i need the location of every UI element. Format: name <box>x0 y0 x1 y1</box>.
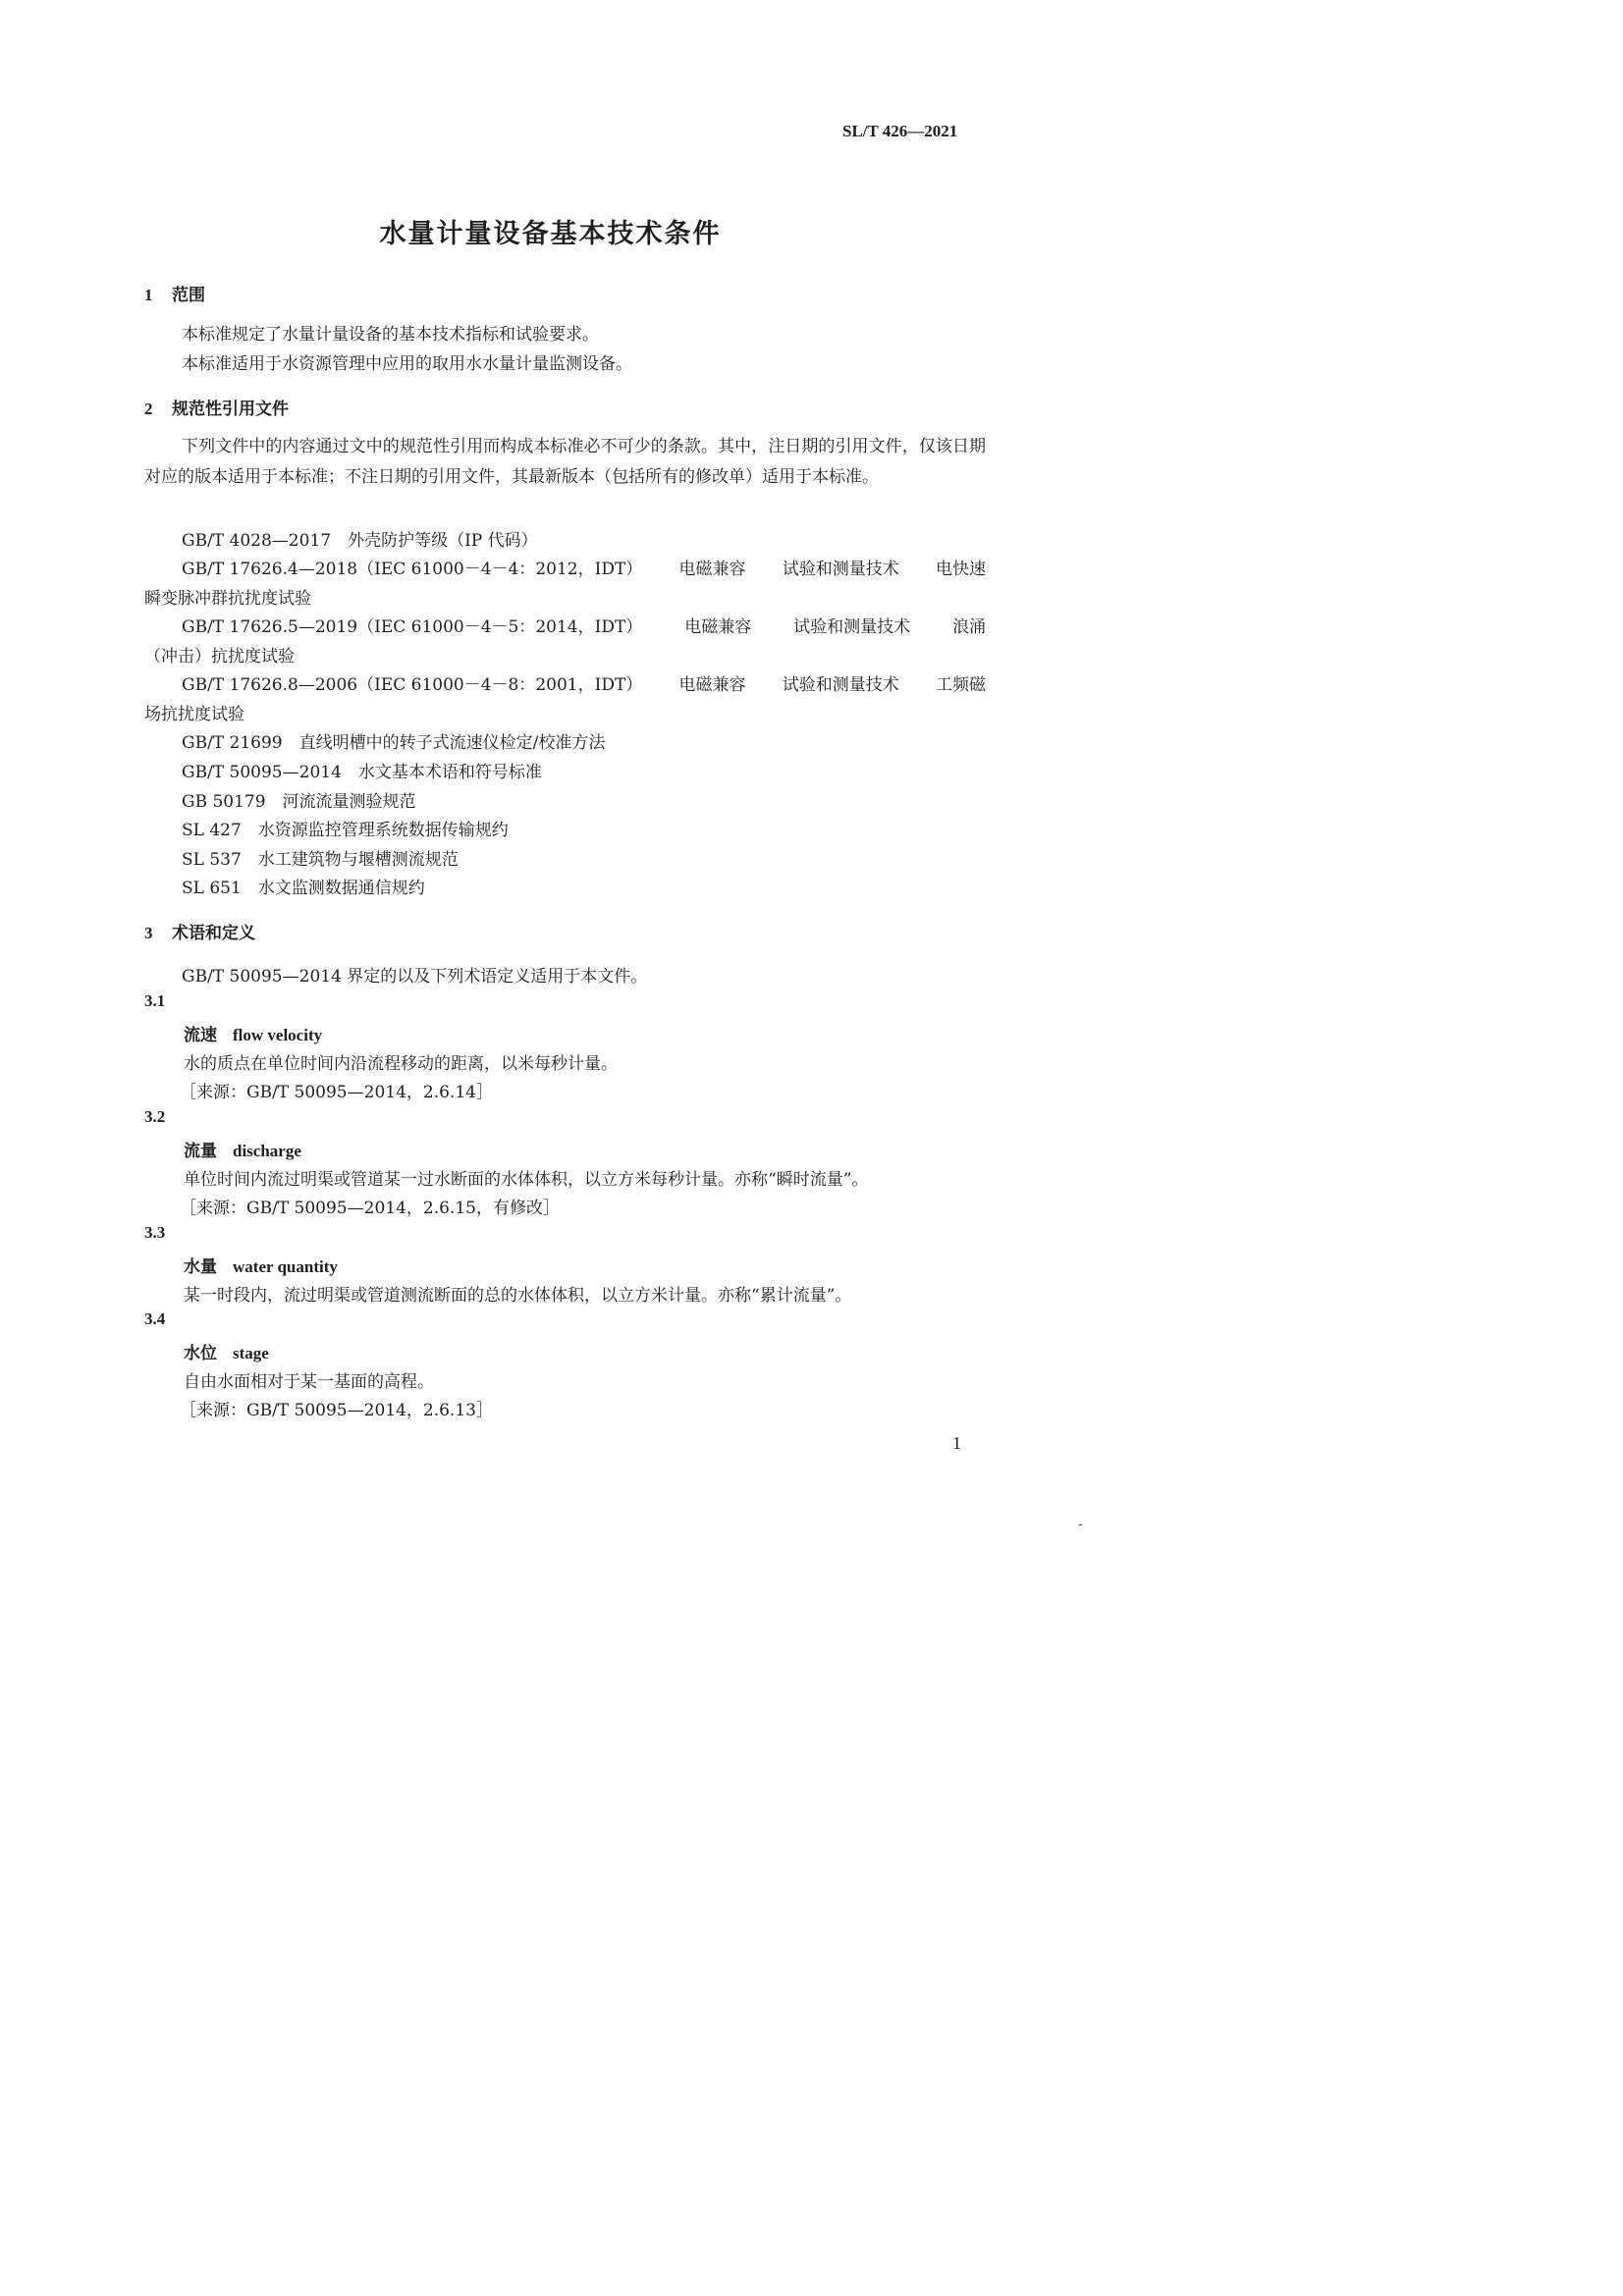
section-number: 2 <box>144 400 153 418</box>
reference-part: 工频磁 <box>935 675 986 695</box>
section-3-intro: GB/T 50095—2014 界定的以及下列术语定义适用于本文件。 <box>182 967 648 987</box>
term-definition: 水的质点在单位时间内沿流程移动的距离，以米每秒计量。 <box>184 1054 618 1074</box>
section-2-heading <box>144 395 289 419</box>
reference-item <box>182 670 986 695</box>
section-title: 范围 <box>172 286 205 305</box>
term-english: stage <box>233 1344 269 1362</box>
term-number: 3.4 <box>144 1309 166 1328</box>
section-title: 术语和定义 <box>172 924 255 943</box>
section-2-intro: 下列文件中的内容通过文中的规范性引用而构成本标准必不可少的条款。其中，注日期的引用文件，仅该日期对应的版本适用于本标准；不注日期的引用文件，其最新版本（包括所有的修改单）适用于本标准。 <box>144 437 986 487</box>
term-english: flow velocity <box>233 1026 323 1044</box>
reference-part: 电磁兼容 <box>678 560 746 579</box>
term-english: discharge <box>233 1142 301 1160</box>
term-english: water quantity <box>233 1257 338 1276</box>
term-chinese: 流量 <box>184 1142 217 1161</box>
edge-mark: - <box>1078 1517 1083 1532</box>
reference-item: GB/T 21699 直线明槽中的转子式流速仪检定/校准方法 <box>182 733 606 753</box>
reference-part: 试验和测量技术 <box>793 617 911 637</box>
term-chinese: 水位 <box>184 1344 217 1363</box>
section-title: 规范性引用文件 <box>172 400 289 419</box>
reference-code: GB/T 17626.4—2018（IEC 61000－4－4：2012，IDT） <box>182 560 643 579</box>
term-source: ［来源：GB/T 50095—2014，2.6.14］ <box>180 1083 493 1102</box>
term-source: ［来源：GB/T 50095—2014，2.6.15，有修改］ <box>180 1199 560 1218</box>
reference-continuation: 瞬变脉冲群抗扰度试验 <box>144 589 311 609</box>
term-definition: 某一时段内，流过明渠或管道测流断面的总的水体体积，以立方米计量。亦称“累计流量”。 <box>184 1286 852 1306</box>
reference-item: GB/T 50095—2014 水文基本术语和符号标准 <box>182 763 542 782</box>
reference-part: 浪涌 <box>951 617 986 637</box>
term-number: 3.1 <box>144 991 166 1010</box>
reference-item: SL 427 水资源监控管理系统数据传输规约 <box>182 821 509 840</box>
term-definition: 单位时间内流过明渠或管道某一过水断面的水体体积，以立方米每秒计量。亦称“瞬时流量”。 <box>184 1170 869 1190</box>
term-chinese: 流速 <box>184 1026 217 1045</box>
term-number: 3.3 <box>144 1223 166 1242</box>
reference-item: GB 50179 河流流量测验规范 <box>182 792 416 812</box>
term-chinese: 水量 <box>184 1257 217 1277</box>
term-number: 3.2 <box>144 1107 166 1126</box>
term-heading <box>184 1137 301 1161</box>
term-heading <box>184 1339 269 1363</box>
reference-part: 电快速 <box>935 560 986 579</box>
term-source: ［来源：GB/T 50095—2014，2.6.13］ <box>180 1401 493 1420</box>
term-heading <box>184 1021 322 1045</box>
reference-code: GB/T 17626.5—2019（IEC 61000－4－5：2014，IDT） <box>182 617 643 637</box>
term-definition: 自由水面相对于某一基面的高程。 <box>184 1372 434 1392</box>
reference-part: 电磁兼容 <box>684 617 752 637</box>
reference-part: 电磁兼容 <box>678 675 746 695</box>
section-number: 3 <box>144 924 153 942</box>
paragraph-line: 本标准适用于水资源管理中应用的取用水水量计量监测设备。 <box>182 354 632 374</box>
paragraph-line: 本标准规定了水量计量设备的基本技术指标和试验要求。 <box>182 325 599 345</box>
reference-item: SL 537 水工建筑物与堰槽测流规范 <box>182 850 459 870</box>
reference-item: SL 651 水文监测数据通信规约 <box>182 879 425 898</box>
reference-continuation: （冲击）抗扰度试验 <box>144 647 295 667</box>
reference-continuation: 场抗扰度试验 <box>144 705 244 724</box>
term-heading <box>184 1253 338 1277</box>
document-title: 水量计量设备基本技术条件 <box>379 219 722 249</box>
reference-part: 试验和测量技术 <box>782 675 899 695</box>
reference-item <box>182 555 986 579</box>
reference-item: GB/T 4028—2017 外壳防护等级（IP 代码） <box>182 531 538 551</box>
section-1-heading <box>144 281 205 305</box>
section-3-heading <box>144 919 255 943</box>
page-number: 1 <box>952 1433 961 1453</box>
reference-part: 试验和测量技术 <box>782 560 899 579</box>
reference-code: GB/T 17626.8—2006（IEC 61000－4－8：2001，IDT） <box>182 675 643 695</box>
standard-number: SL/T 426—2021 <box>842 122 958 140</box>
reference-item <box>182 613 986 637</box>
section-number: 1 <box>144 286 153 304</box>
